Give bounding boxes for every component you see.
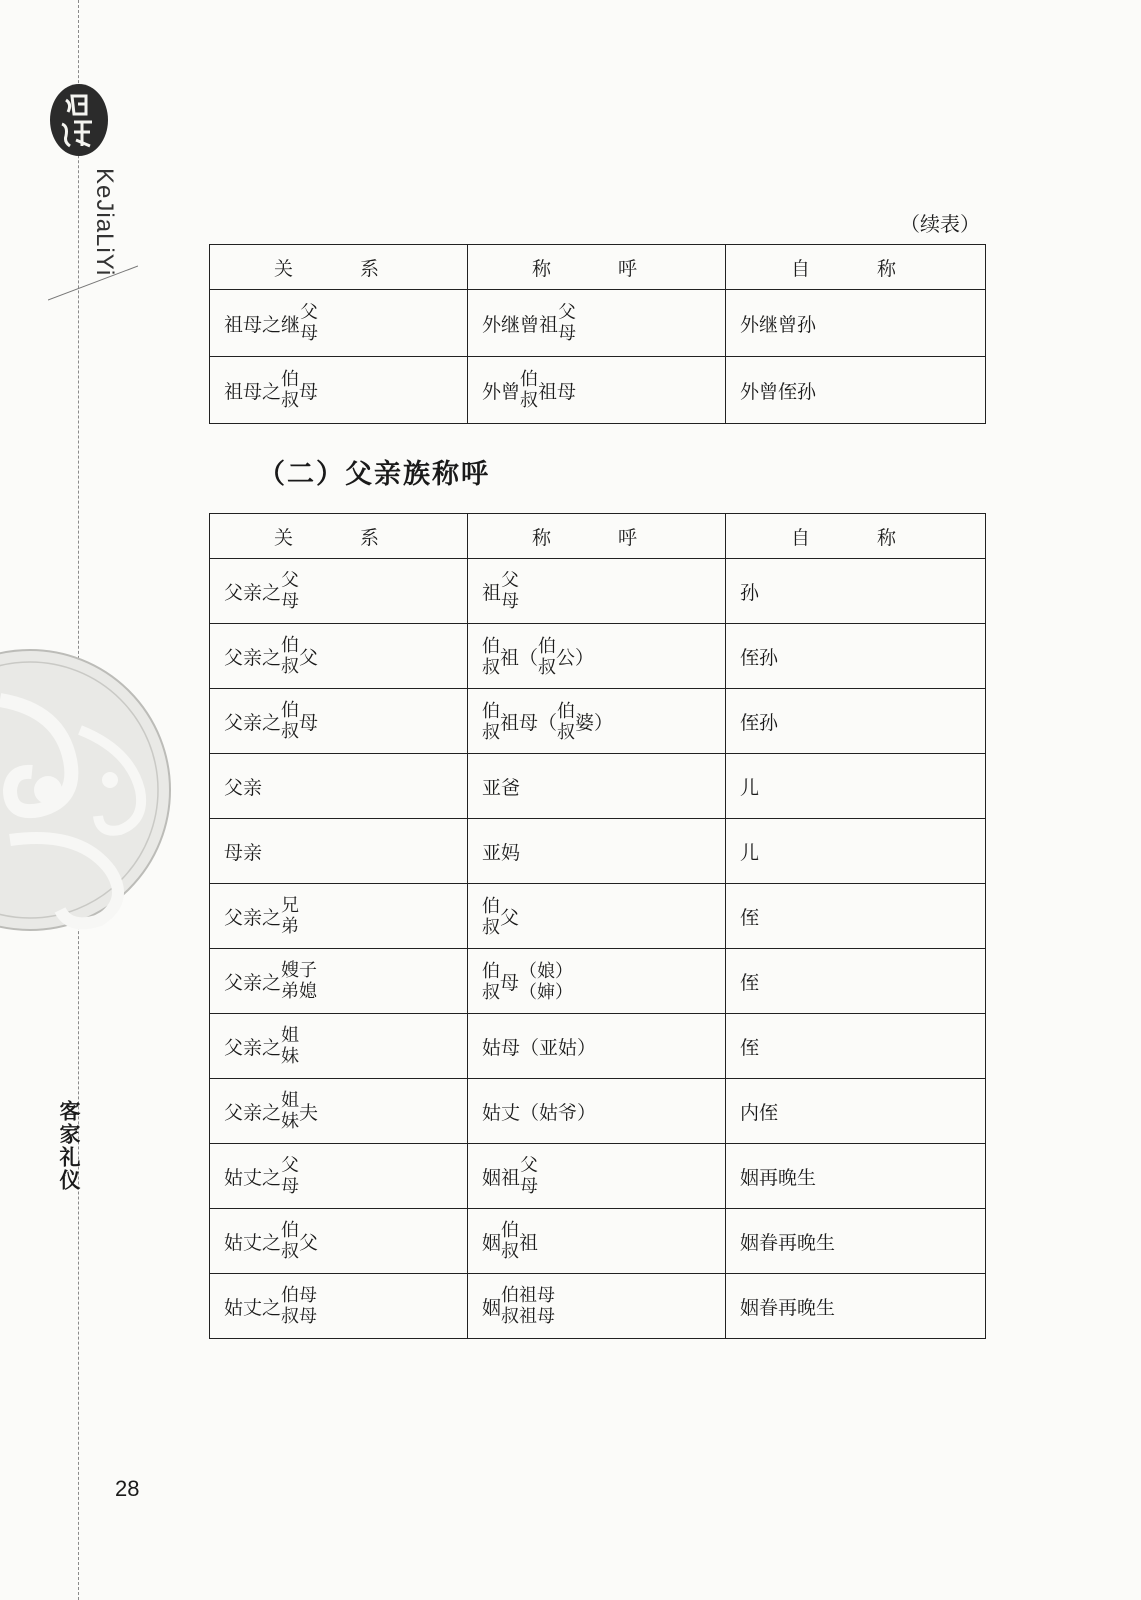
cloud-ornament-icon bbox=[0, 640, 180, 940]
header-relation: 关 系 bbox=[210, 514, 468, 559]
address-cell: 伯 叔 父 bbox=[468, 884, 726, 949]
relation-cell: 祖母之继 父 母 bbox=[210, 290, 468, 357]
table-continued bbox=[209, 244, 986, 424]
address-cell: 伯 叔 祖（ 伯 叔 公） bbox=[468, 624, 726, 689]
self-ref-cell: 姻眷再晚生 bbox=[726, 1209, 986, 1274]
relation-cell: 父亲之 兄 弟 bbox=[210, 884, 468, 949]
address-cell: 姑丈（姑爷） bbox=[468, 1079, 726, 1144]
relation-cell: 父亲之 伯 叔 父 bbox=[210, 624, 468, 689]
address-cell: 亚妈 bbox=[468, 819, 726, 884]
table-row bbox=[210, 624, 986, 689]
address-cell: 伯 叔 祖母（ 伯 叔 婆） bbox=[468, 689, 726, 754]
relation-cell: 父亲之 姐 妹 bbox=[210, 1014, 468, 1079]
brand-rule-decoration bbox=[48, 262, 138, 302]
address-cell: 伯 叔 母 （娘） （婶） bbox=[468, 949, 726, 1014]
table-row bbox=[210, 884, 986, 949]
table-row bbox=[210, 1209, 986, 1274]
self-ref-cell: 儿 bbox=[726, 819, 986, 884]
address-cell: 姻祖 父 母 bbox=[468, 1144, 726, 1209]
self-ref-cell: 侄孙 bbox=[726, 689, 986, 754]
self-ref-cell: 外曾侄孙 bbox=[726, 357, 986, 424]
self-ref-cell: 内侄 bbox=[726, 1079, 986, 1144]
relation-cell: 祖母之 伯 叔 母 bbox=[210, 357, 468, 424]
self-ref-cell: 外继曾孙 bbox=[726, 290, 986, 357]
address-cell: 亚爸 bbox=[468, 754, 726, 819]
table-row bbox=[210, 819, 986, 884]
relation-cell: 姑丈之 伯 叔 父 bbox=[210, 1209, 468, 1274]
table-row bbox=[210, 754, 986, 819]
relation-cell: 父亲之 姐 妹 夫 bbox=[210, 1079, 468, 1144]
header-relation: 关 系 bbox=[210, 245, 468, 290]
relation-cell: 父亲之 嫂子 弟媳 bbox=[210, 949, 468, 1014]
brand-latin: KeJiaLiYi bbox=[91, 168, 118, 277]
section-heading: （二）父亲族称呼 bbox=[258, 459, 490, 490]
spine-title: 客家礼仪 bbox=[57, 1100, 81, 1192]
relation-cell: 母亲 bbox=[210, 819, 468, 884]
seal-logo-icon bbox=[48, 82, 110, 158]
page-number: 28 bbox=[115, 1476, 140, 1501]
self-ref-cell: 姻眷再晚生 bbox=[726, 1274, 986, 1339]
self-ref-cell: 侄 bbox=[726, 884, 986, 949]
self-ref-cell: 侄孙 bbox=[726, 624, 986, 689]
continuation-label: （续表） bbox=[900, 212, 980, 236]
self-ref-cell: 儿 bbox=[726, 754, 986, 819]
paternal-terms-table bbox=[209, 513, 986, 1339]
table-row bbox=[210, 1274, 986, 1339]
address-cell: 姻 伯 叔 祖 bbox=[468, 1209, 726, 1274]
relation-cell: 父亲之 伯 叔 母 bbox=[210, 689, 468, 754]
table-header-row bbox=[210, 514, 986, 559]
self-ref-cell: 姻再晚生 bbox=[726, 1144, 986, 1209]
table-row bbox=[210, 1014, 986, 1079]
self-ref-cell: 侄 bbox=[726, 949, 986, 1014]
address-cell: 姑母（亚姑） bbox=[468, 1014, 726, 1079]
header-address: 称 呼 bbox=[468, 245, 726, 290]
table-row bbox=[210, 1079, 986, 1144]
header-self-ref: 自 称 bbox=[726, 514, 986, 559]
address-cell: 外曾 伯 叔 祖母 bbox=[468, 357, 726, 424]
relation-cell: 姑丈之 伯母 叔母 bbox=[210, 1274, 468, 1339]
table-header-row bbox=[210, 245, 986, 290]
address-cell: 姻 伯祖母 叔祖母 bbox=[468, 1274, 726, 1339]
relation-cell: 父亲之 父 母 bbox=[210, 559, 468, 624]
address-cell: 祖 父 母 bbox=[468, 559, 726, 624]
header-address: 称 呼 bbox=[468, 514, 726, 559]
self-ref-cell: 侄 bbox=[726, 1014, 986, 1079]
table-row bbox=[210, 290, 986, 357]
table-row bbox=[210, 559, 986, 624]
header-self-ref: 自 称 bbox=[726, 245, 986, 290]
table-row bbox=[210, 949, 986, 1014]
relation-cell: 父亲 bbox=[210, 754, 468, 819]
address-cell: 外继曾祖 父 母 bbox=[468, 290, 726, 357]
relation-cell: 姑丈之 父 母 bbox=[210, 1144, 468, 1209]
table-row bbox=[210, 1144, 986, 1209]
self-ref-cell: 孙 bbox=[726, 559, 986, 624]
table-row bbox=[210, 357, 986, 424]
table-row bbox=[210, 689, 986, 754]
